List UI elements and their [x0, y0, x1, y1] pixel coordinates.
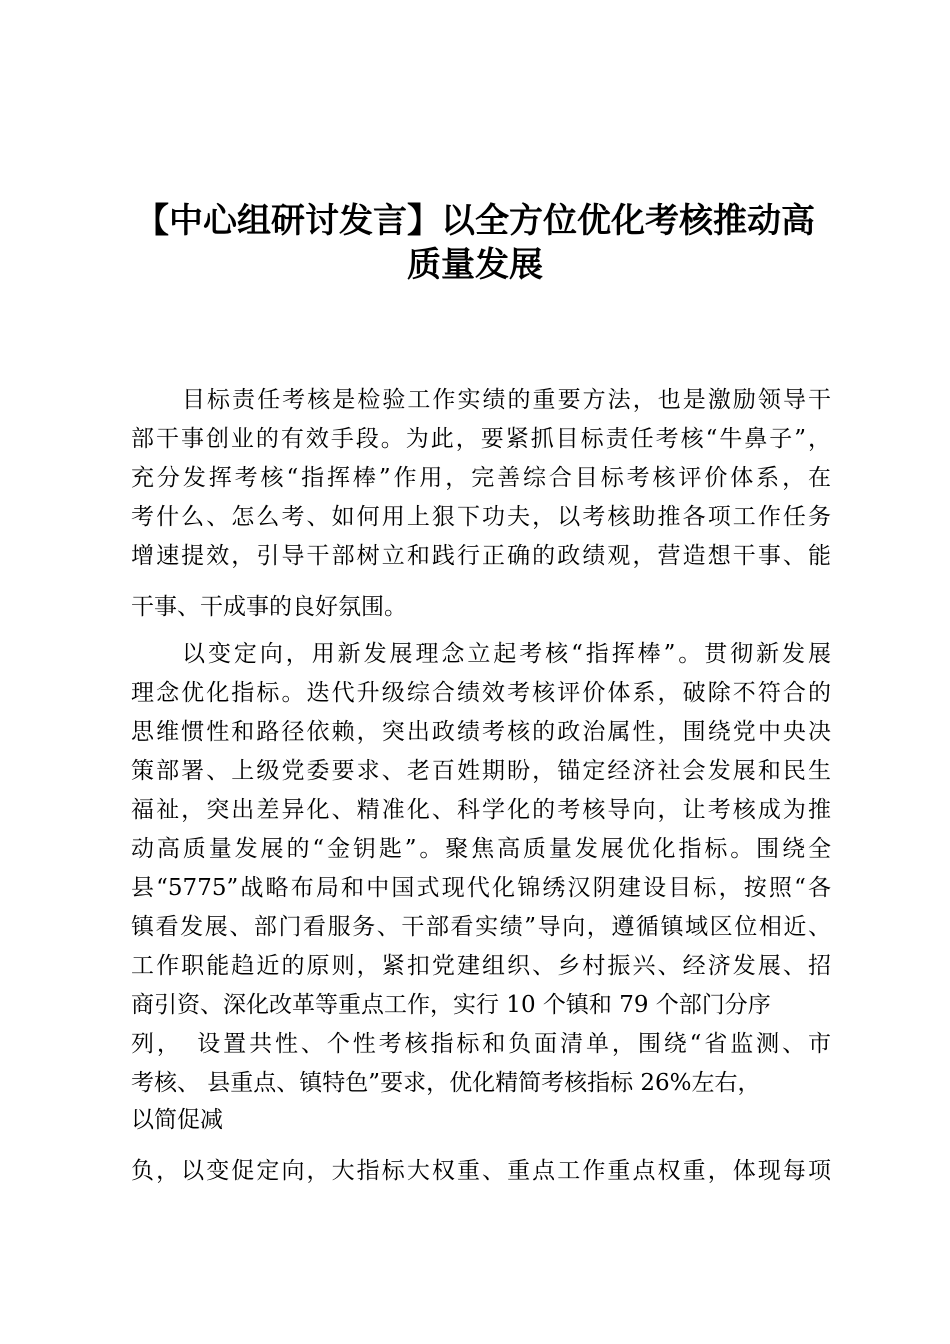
body-line: 镇看发展、部门看服务、干部看实绩”导向，遵循镇域区位相近、	[131, 914, 831, 940]
body-line: 干事、干成事的良好氛围。	[131, 594, 407, 620]
body-line: 工作职能趋近的原则，紧扣党建组织、乡村振兴、经济发展、招	[131, 953, 831, 979]
document-title-line-2: 质量发展	[407, 245, 543, 285]
body-line: 列， 设置共性、个性考核指标和负面清单，围绕“省监测、市	[131, 1031, 831, 1057]
body-line: 目标责任考核是检验工作实绩的重要方法，也是激励领导干	[182, 387, 831, 413]
document-title-line-1: 【中心组研讨发言】以全方位优化考核推动高	[135, 201, 815, 241]
body-line: 部干事创业的有效手段。为此，要紧抓目标责任考核“牛鼻子”，	[131, 426, 831, 452]
body-line: 增速提效，引导干部树立和践行正确的政绩观，营造想干事、能	[131, 543, 831, 569]
body-line: 商引资、深化改革等重点工作，实行 10 个镇和 79 个部门分序	[131, 992, 771, 1018]
body-line: 以简促减	[131, 1107, 223, 1133]
body-line: 以变定向，用新发展理念立起考核“指挥棒”。贯彻新发展	[182, 641, 831, 667]
body-line: 县“5775”战略布局和中国式现代化锦绣汉阴建设目标，按照“各	[131, 875, 831, 901]
body-line: 理念优化指标。迭代升级综合绩效考核评价体系，破除不符合的	[131, 680, 831, 706]
body-line: 动高质量发展的“金钥匙”。聚焦高质量发展优化指标。围绕全	[131, 836, 831, 862]
body-line: 思维惯性和路径依赖，突出政绩考核的政治属性，围绕党中央决	[131, 719, 831, 745]
body-line: 负，以变促定向，大指标大权重、重点工作重点权重，体现每项	[131, 1158, 831, 1184]
body-line: 福祉，突出差异化、精准化、科学化的考核导向，让考核成为推	[131, 797, 831, 823]
body-line: 考核、 县重点、镇特色”要求，优化精简考核指标 26%左右，	[131, 1070, 761, 1096]
body-line: 策部署、上级党委要求、老百姓期盼，锚定经济社会发展和民生	[131, 758, 831, 784]
body-line: 考什么、怎么考、如何用上狠下功夫，以考核助推各项工作任务	[131, 504, 831, 530]
body-line: 充分发挥考核“指挥棒”作用，完善综合目标考核评价体系，在	[131, 465, 831, 491]
